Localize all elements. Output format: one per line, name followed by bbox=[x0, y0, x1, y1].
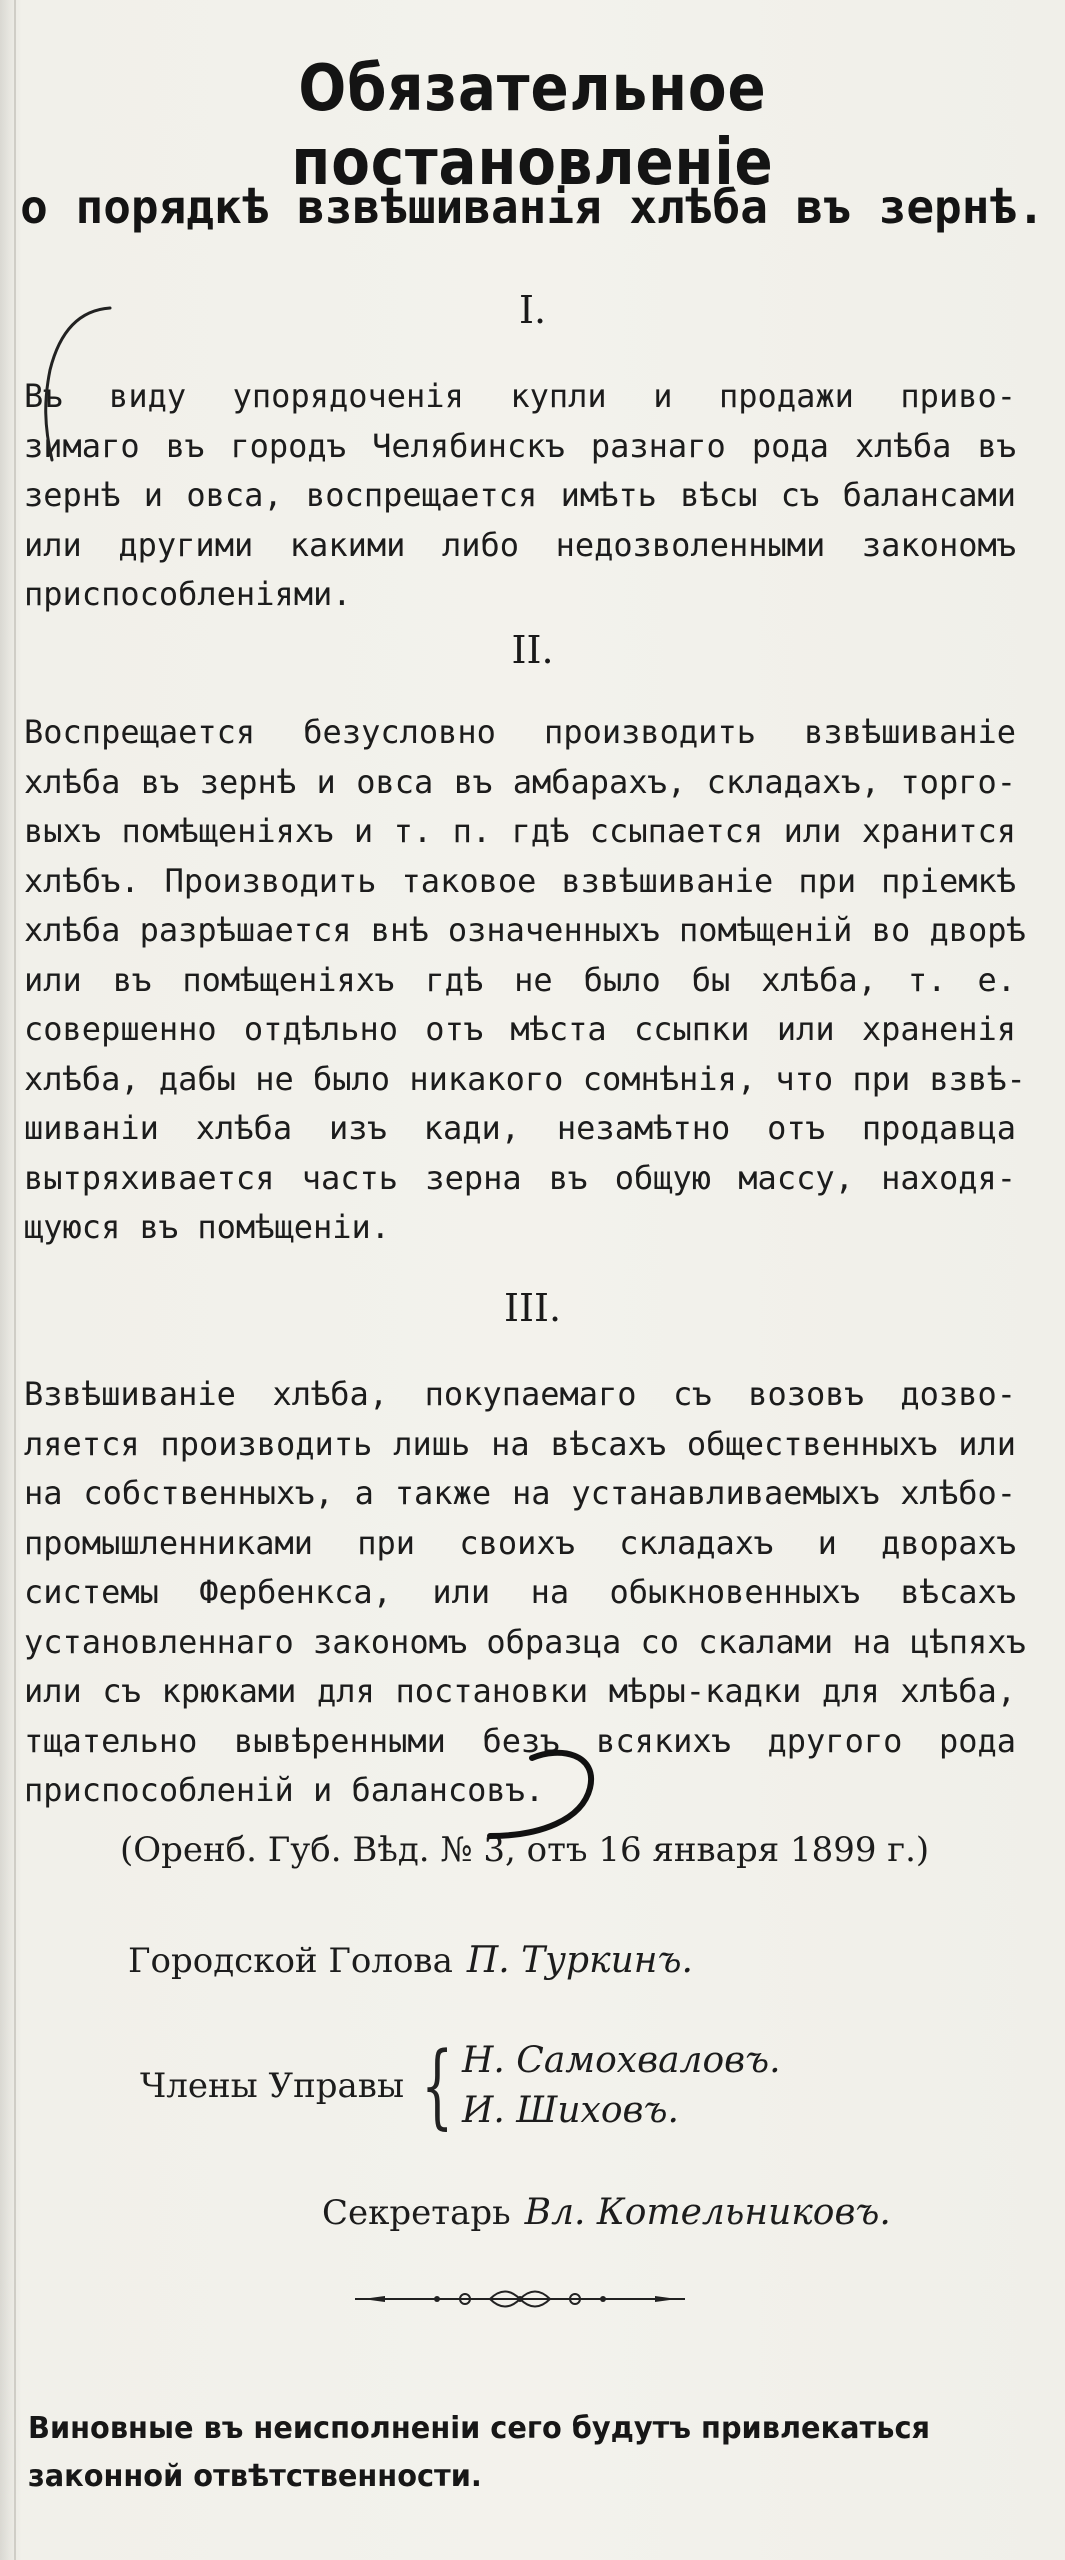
divider-tip-right bbox=[655, 2296, 677, 2302]
pen-mark-swoosh bbox=[470, 1740, 620, 1850]
text-line: зернѣ и овса, воспрещается имѣть вѣсы съ балансами bbox=[24, 476, 1016, 514]
text-line: вытряхивается часть зерна въ общую массу, находя- bbox=[24, 1158, 1016, 1197]
board-member-name: Н. Самохваловъ. bbox=[462, 2040, 781, 2081]
text-line: системы Фербенкса, или на обыкновенныхъ вѣсахъ bbox=[24, 1573, 1016, 1611]
text-line: хлѣба въ зернѣ и овса въ амбарахъ, складахъ, торго- bbox=[24, 762, 1016, 801]
text-line: приспособленiй и балансовъ. bbox=[24, 1771, 545, 1809]
board-member-name: И. Шиховъ. bbox=[462, 2090, 679, 2131]
footer-notice bbox=[28, 2405, 978, 2501]
mayor-name: П. Туркинъ. bbox=[466, 1940, 693, 1981]
footer-line: Виновные въ неисполненiи сего будутъ привлекаться bbox=[28, 2411, 931, 2446]
text-line: Въ виду упорядоченiя купли и продажи приво- bbox=[24, 377, 1016, 415]
ornamental-divider bbox=[355, 2286, 685, 2312]
secretary-title: Секретарь bbox=[322, 2193, 511, 2233]
page-binding-edge bbox=[14, 0, 16, 2560]
text-line: тщательно вывѣренными безъ всякихъ другого рода bbox=[24, 1721, 1016, 1760]
mayor-title: Городской Голова bbox=[128, 1941, 453, 1981]
divider-center-dot bbox=[517, 2296, 523, 2302]
divider-tip-left bbox=[363, 2296, 385, 2302]
text-line: хлѣба, дабы не было никакого сомнѣнiя, что при взвѣ- bbox=[24, 1059, 1026, 1098]
mayor-signature bbox=[128, 1940, 693, 1981]
text-line: хлѣбъ. Производить таковое взвѣшиванiе при прiемкѣ bbox=[24, 861, 1016, 900]
citation: (Оренб. Губ. Вѣд. № 3, отъ 16 января 1899 г.) bbox=[120, 1830, 930, 1870]
text-line: Воспрещается безусловно производить взвѣшиванiе bbox=[24, 713, 1016, 751]
text-line: совершенно отдѣльно отъ мѣста ссыпки или храненiя bbox=[24, 1010, 1016, 1048]
text-line: приспособленiями. bbox=[24, 575, 352, 613]
text-line: зимаго въ городъ Челябинскъ разнаго рода хлѣба въ bbox=[24, 426, 1016, 465]
text-line: шиванiи хлѣба изъ кади, незамѣтно отъ продавца bbox=[24, 1109, 1016, 1147]
text-line: на собственныхъ, а также на устанавливаемыхъ хлѣбо- bbox=[24, 1474, 1016, 1512]
section-1-text bbox=[24, 372, 1016, 620]
text-line: хлѣба разрѣшается внѣ означенныхъ помѣщенiй во дворѣ bbox=[24, 911, 1026, 949]
section-number-3: III. bbox=[503, 1286, 562, 1330]
board-member-1 bbox=[462, 2040, 781, 2081]
section-2-text bbox=[24, 708, 1026, 1253]
board-title: Члены Управы bbox=[140, 2066, 404, 2106]
text-line: промышленниками при своихъ складахъ и дворахъ bbox=[24, 1523, 1016, 1562]
secretary-name: Вл. Котельниковъ. bbox=[524, 2192, 891, 2233]
brace-symbol: { bbox=[421, 2032, 454, 2139]
text-line: или другими какими либо недозволенными закономъ bbox=[24, 525, 1016, 564]
divider-dot-left bbox=[434, 2296, 440, 2302]
text-line: выхъ помѣщенiяхъ и т. п. гдѣ ссыпается или хранится bbox=[24, 812, 1016, 850]
document-title: Обязательное постановленiе bbox=[291, 52, 774, 200]
document-subtitle: о порядкѣ взвѣшиванiя хлѣба въ зернѣ. bbox=[20, 180, 1045, 234]
text-line: Взвѣшиванiе хлѣба, покупаемаго съ возовъ дозво- bbox=[24, 1375, 1016, 1413]
text-line: или въ помѣщенiяхъ гдѣ не было бы хлѣба, т. е. bbox=[24, 960, 1016, 999]
secretary-signature bbox=[322, 2192, 891, 2233]
text-line: установленнаго закономъ образца со скалами на цѣпяхъ bbox=[24, 1622, 1026, 1661]
section-number-2: II. bbox=[511, 628, 554, 672]
text-line: или съ крюками для постановки мѣры-кадки для хлѣба, bbox=[24, 1672, 1016, 1710]
divider-dot-right bbox=[600, 2296, 606, 2302]
footer-line: законной отвѣтственности. bbox=[28, 2459, 482, 2494]
text-line: щуюся въ помѣщенiи. bbox=[24, 1208, 391, 1246]
text-line: ляется производить лишь на вѣсахъ общественныхъ или bbox=[24, 1424, 1016, 1463]
pen-mark-bracket bbox=[30, 300, 120, 470]
board-member-2 bbox=[462, 2090, 679, 2131]
section-number-1: I. bbox=[518, 288, 547, 332]
